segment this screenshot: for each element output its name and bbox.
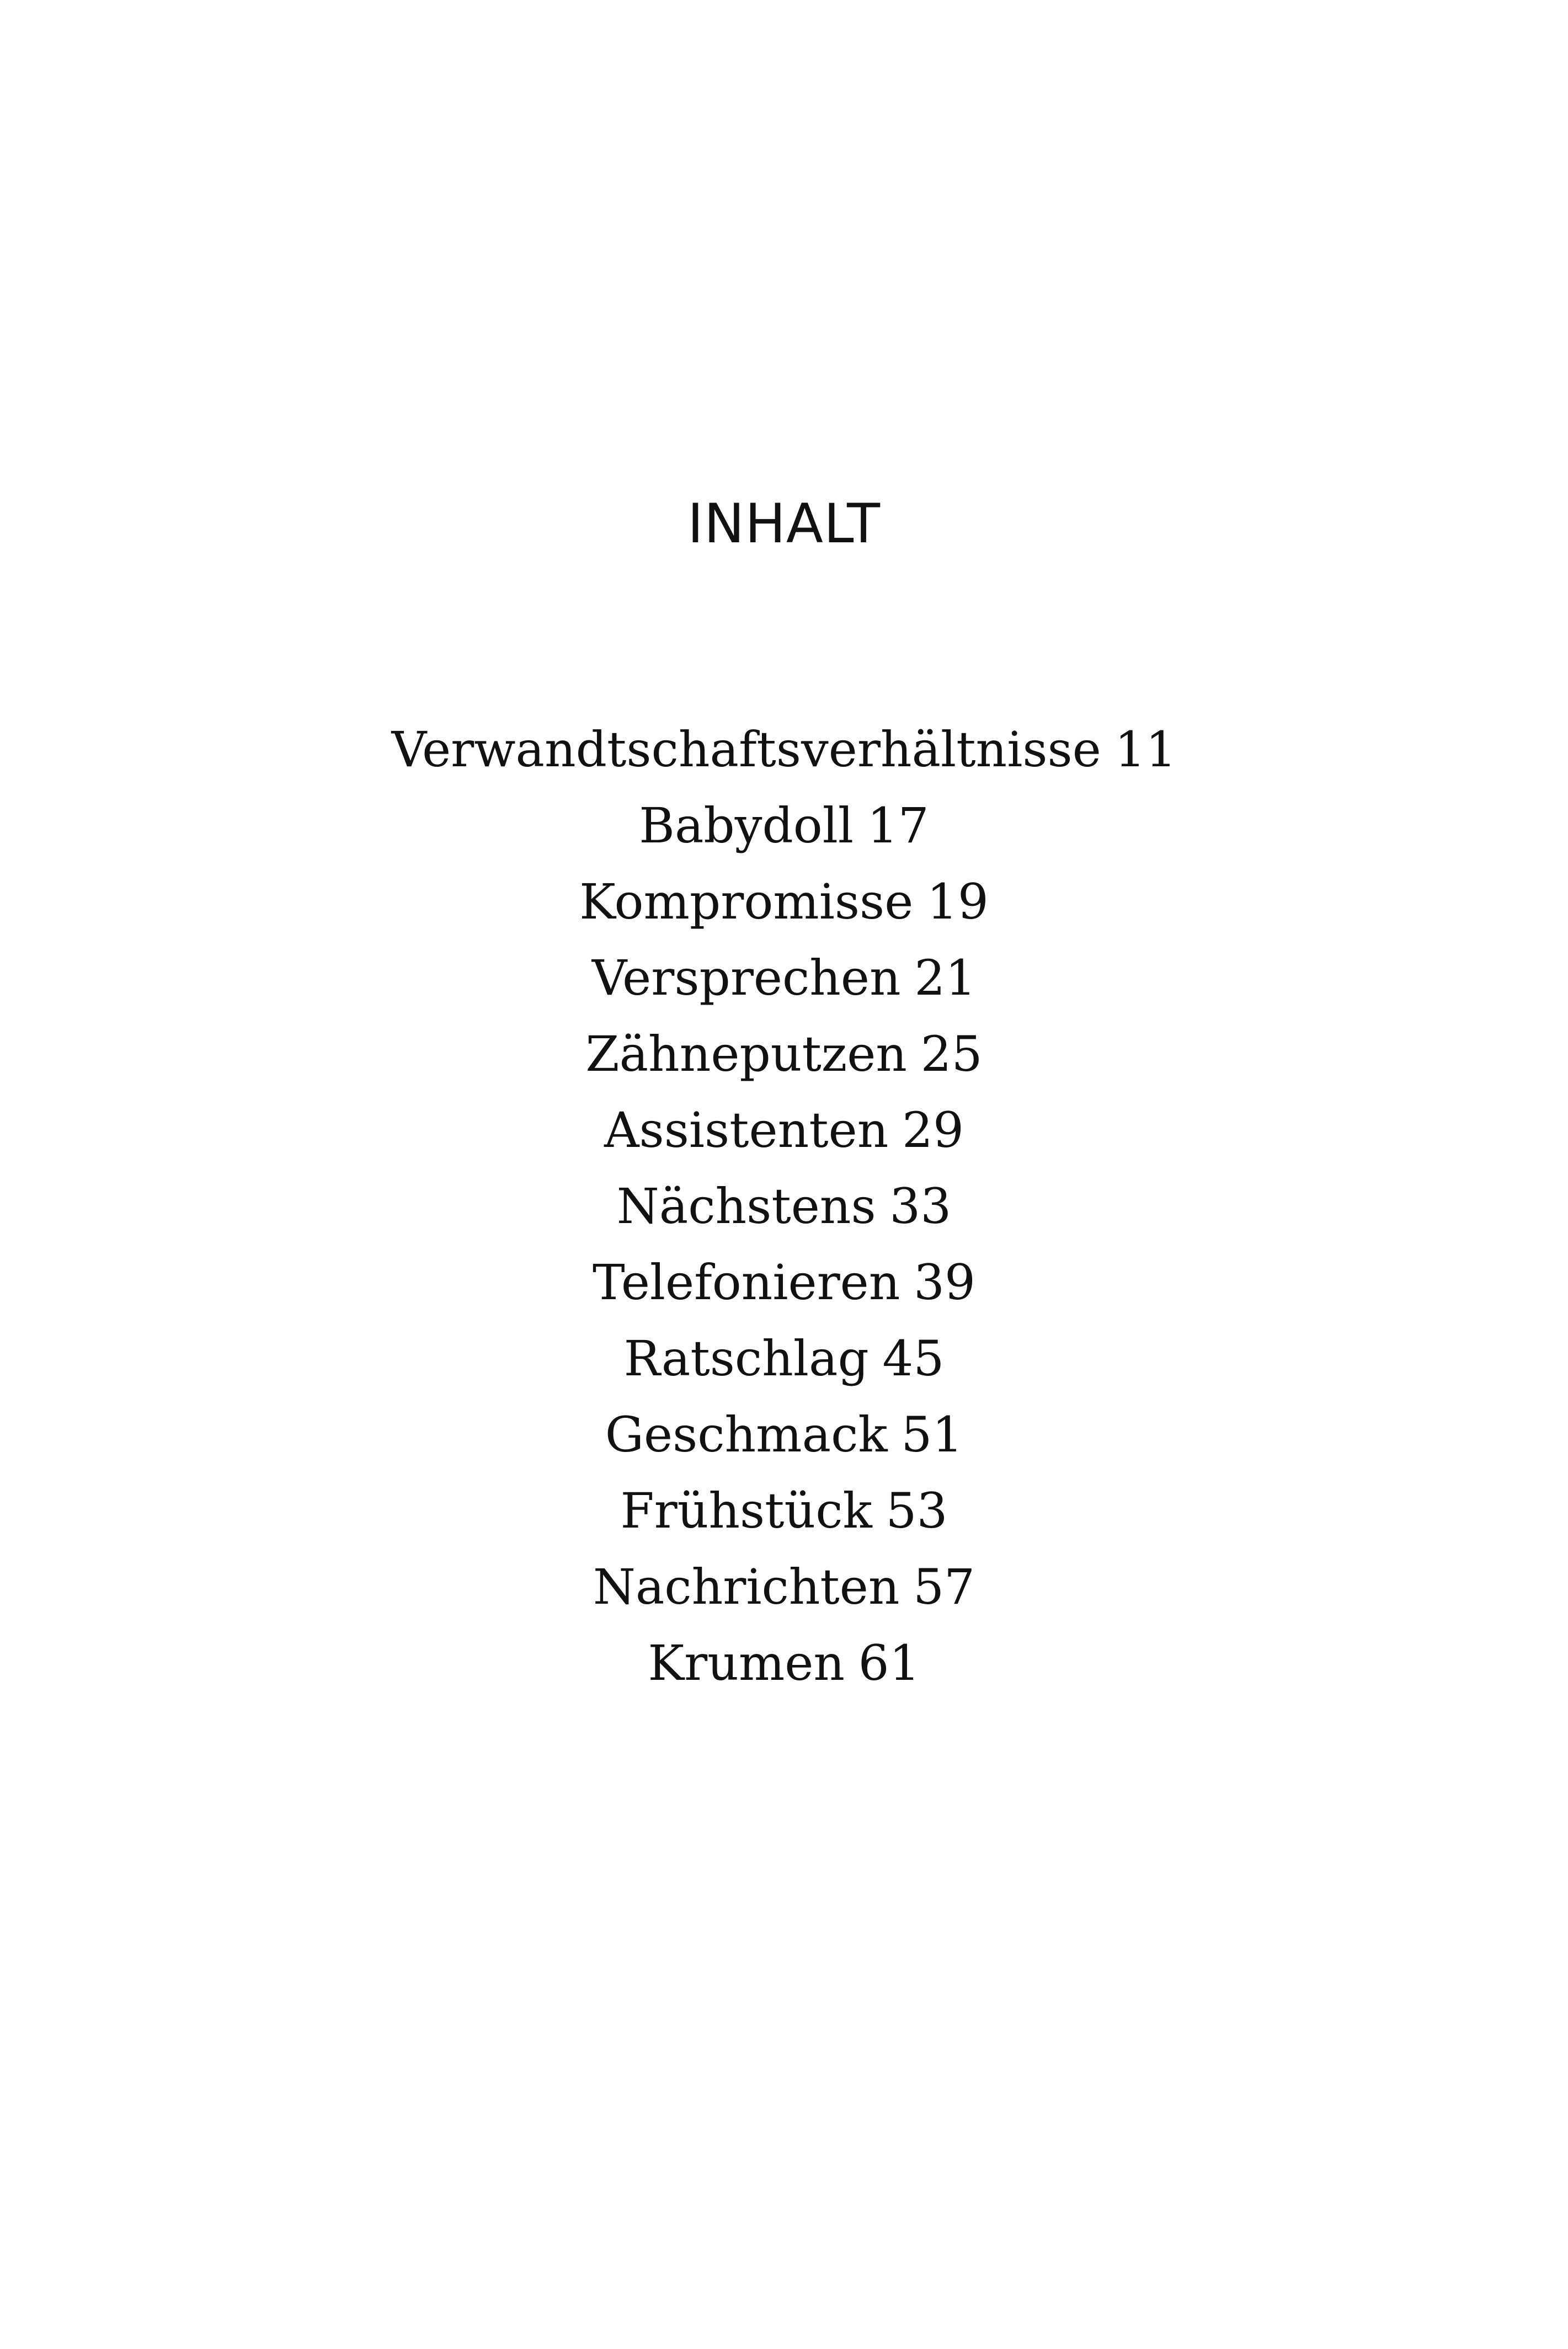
toc-entry-page: 57 bbox=[913, 1558, 975, 1615]
toc-entry-page: 11 bbox=[1114, 721, 1177, 778]
toc-entry bbox=[0, 788, 1568, 864]
toc-entry-title: Telefonieren bbox=[592, 1254, 900, 1311]
toc-entry bbox=[0, 1016, 1568, 1092]
toc-entry-page: 21 bbox=[914, 949, 977, 1006]
toc-entry-title: Frühstück bbox=[620, 1482, 872, 1539]
toc-entry bbox=[0, 1168, 1568, 1245]
toc-entry-page: 33 bbox=[889, 1178, 952, 1235]
toc-entry-title: Ratschlag bbox=[623, 1330, 869, 1387]
toc-entry bbox=[0, 864, 1568, 940]
toc-entry-title: Nachrichten bbox=[593, 1558, 900, 1615]
toc-entry-page: 45 bbox=[882, 1330, 945, 1387]
toc-entry-title: Kompromisse bbox=[579, 873, 914, 930]
toc-entry-page: 61 bbox=[858, 1635, 920, 1691]
toc-entry bbox=[0, 1397, 1568, 1473]
toc-entry-title: Nächstens bbox=[616, 1178, 876, 1235]
toc-entry-title: Verwandtschaftsverhältnisse bbox=[391, 721, 1101, 778]
toc-entry-title: Zähneputzen bbox=[585, 1026, 907, 1082]
toc-entry-title: Assistenten bbox=[604, 1102, 889, 1159]
toc-entry bbox=[0, 1549, 1568, 1625]
toc-entry-page: 19 bbox=[926, 873, 989, 930]
page-title: INHALT bbox=[687, 493, 881, 556]
toc-entry bbox=[0, 1245, 1568, 1321]
toc-entry-title: Geschmack bbox=[605, 1406, 888, 1463]
toc-entry-title: Babydoll bbox=[639, 797, 854, 854]
toc-entry bbox=[0, 1473, 1568, 1549]
table-of-contents bbox=[0, 712, 1568, 1701]
toc-entry-page: 39 bbox=[914, 1254, 976, 1311]
toc-entry-title: Krumen bbox=[648, 1635, 845, 1691]
toc-entry-page: 51 bbox=[901, 1406, 963, 1463]
toc-entry-page: 53 bbox=[886, 1482, 948, 1539]
toc-entry-page: 29 bbox=[902, 1102, 964, 1159]
toc-entry-page: 25 bbox=[920, 1026, 983, 1082]
toc-entry-page: 17 bbox=[867, 797, 929, 854]
toc-entry bbox=[0, 940, 1568, 1016]
toc-entry bbox=[0, 1321, 1568, 1397]
toc-entry bbox=[0, 1625, 1568, 1701]
toc-entry bbox=[0, 712, 1568, 788]
toc-entry-title: Versprechen bbox=[591, 949, 901, 1006]
toc-entry bbox=[0, 1092, 1568, 1168]
